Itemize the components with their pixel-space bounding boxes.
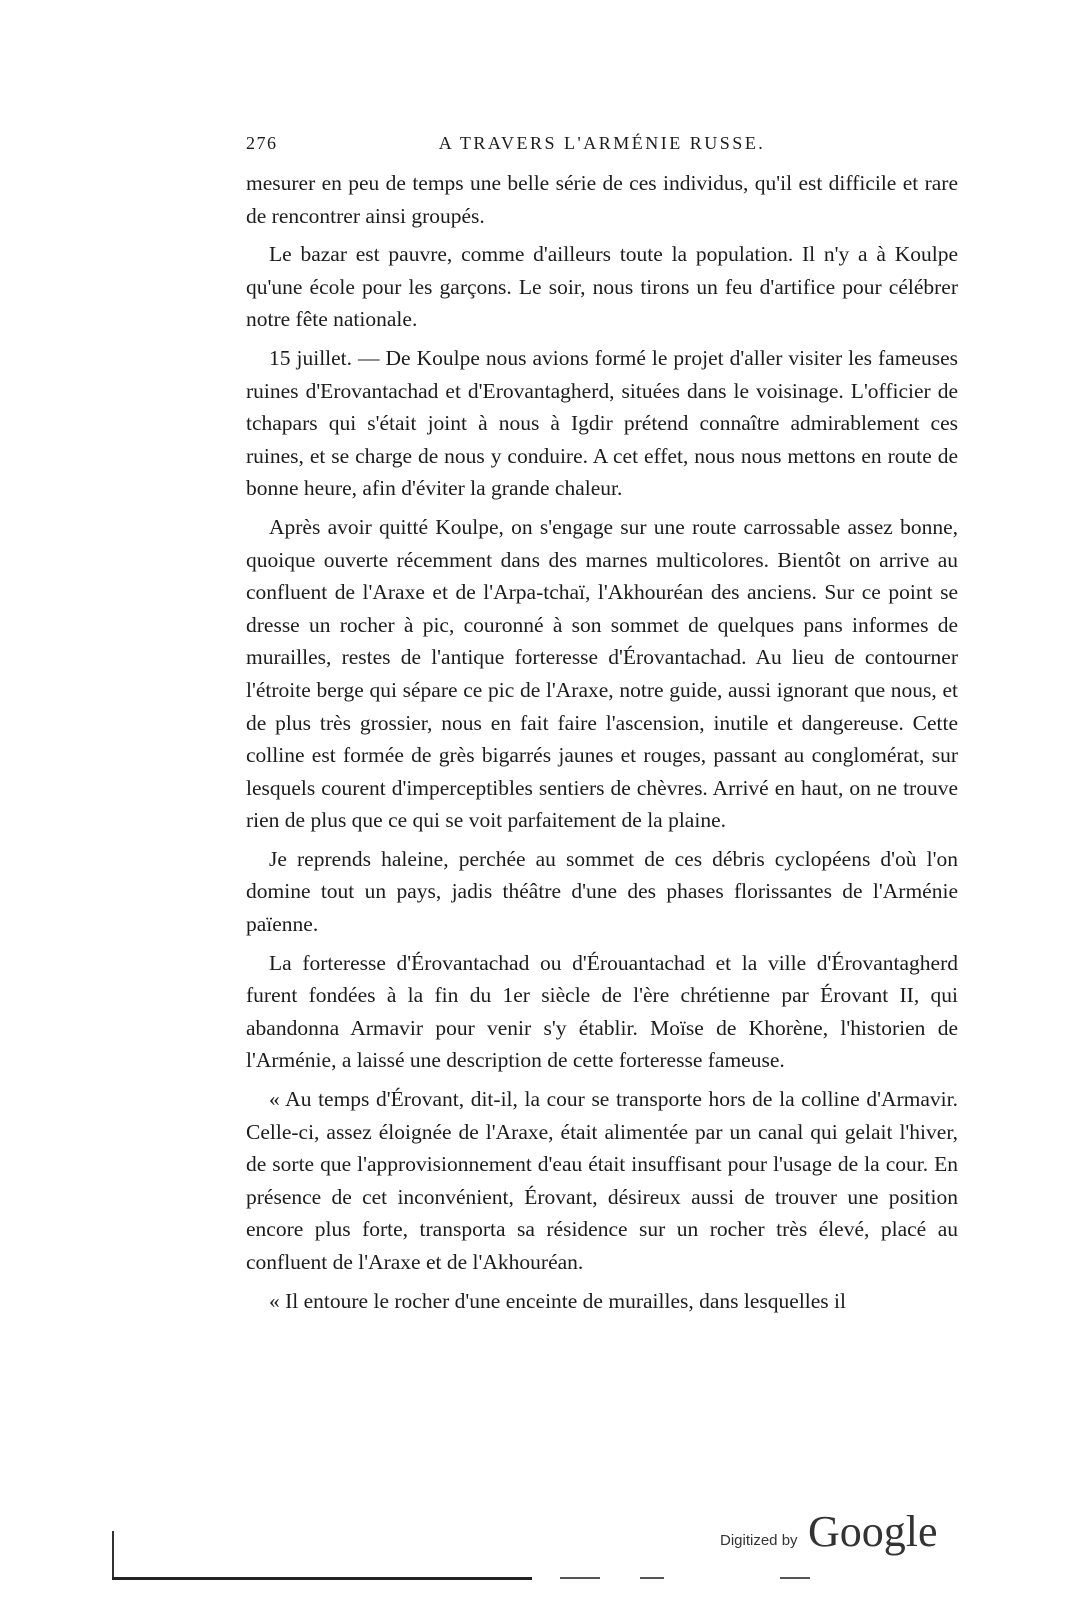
paragraph: mesurer en peu de temps une belle série de ces individus, qu'il est difficile et rare de rencontrer ainsi groupés. — [246, 171, 958, 228]
google-logo: Google — [808, 1507, 938, 1556]
page-number: 276 — [246, 133, 278, 153]
paragraph: 15 juillet. — De Koulpe nous avions formé le projet d'aller visiter les fameuses ruines d'Erovantachad et d'Erovantagherd, situées dans le voisinage. L'officier de tchapars qui s'était joint à nous à Igdir prétend connaître admirablement ces ruines, et se charge de nous y conduire. A cet effet, nous nous mettons en route de bonne heure, afin d'éviter la grande chaleur. — [246, 345, 958, 501]
digitized-by-label: Digitized by — [720, 1532, 798, 1549]
scan-dash-mark — [640, 1577, 664, 1579]
paragraph: « Au temps d'Érovant, dit-il, la cour se transporte hors de la colline d'Armavir. Celle-ci, assez éloignée de l'Araxe, était alimentée par un canal qui gelait l'hiver, de sorte que l'approvisionnement d'eau était insuffisant pour l'usage de la cour. En présence de cet inconvénient, Érovant, désireux aussi de trouver une position encore plus forte, transporta sa résidence sur un rocher très élevé, placé au confluent de l'Araxe et de l'Akhouréan. — [246, 1087, 958, 1274]
page-header — [246, 133, 958, 157]
scan-dash-mark — [560, 1577, 600, 1579]
paragraph: « Il entoure le rocher d'une enceinte de murailles, dans lesquelles il — [269, 1288, 846, 1313]
scan-bottom-line — [112, 1577, 532, 1580]
running-title: A TRAVERS L'ARMÉNIE RUSSE. — [438, 133, 766, 153]
paragraph: Je reprends haleine, perchée au sommet de ces débris cyclopéens d'où l'on domine tout un pays, jadis théâtre d'une des phases florissantes de l'Arménie païenne. — [246, 846, 958, 937]
scan-edge-mark — [112, 1531, 122, 1579]
scan-dash-mark — [780, 1577, 810, 1579]
paragraph: Après avoir quitté Koulpe, on s'engage sur une route carrossable assez bonne, quoique ouverte récemment dans des marnes multicolores. Bientôt on arrive au confluent de l'Araxe et de l'Arpa-tchaï, l'Akhouréan des anciens. Sur ce point se dresse un rocher à pic, couronné à son sommet de quelques pans informes de murailles, restes de l'antique forteresse d'Érovantachad. Au lieu de contourner l'étroite berge qui sépare ce pic de l'Araxe, notre guide, aussi ignorant que nous, et de plus très grossier, nous en fait faire l'ascension, inutile et dangereuse. Cette colline est formée de grès bigarrés jaunes et rouges, passant au conglomérat, sur lesquels courent d'imperceptibles sentiers de chèvres. Arrivé en haut, on ne trouve rien de plus que ce qui se voit parfaitement de la plaine. — [246, 514, 958, 833]
body-text — [246, 167, 958, 1323]
paragraph: Le bazar est pauvre, comme d'ailleurs toute la population. Il n'y a à Koulpe qu'une école pour les garçons. Le soir, nous tirons un feu d'artifice pour célébrer notre fête nationale. — [246, 242, 958, 332]
digitization-watermark — [720, 1507, 950, 1557]
paragraph: La forteresse d'Érovantachad ou d'Érouantachad et la ville d'Érovantagherd furent fondées à la fin du 1er siècle de l'ère chrétienne par Érovant II, qui abandonna Armavir pour venir s'y établir. Moïse de Khorène, l'historien de l'Arménie, a laissé une description de cette forteresse fameuse. — [246, 950, 958, 1073]
